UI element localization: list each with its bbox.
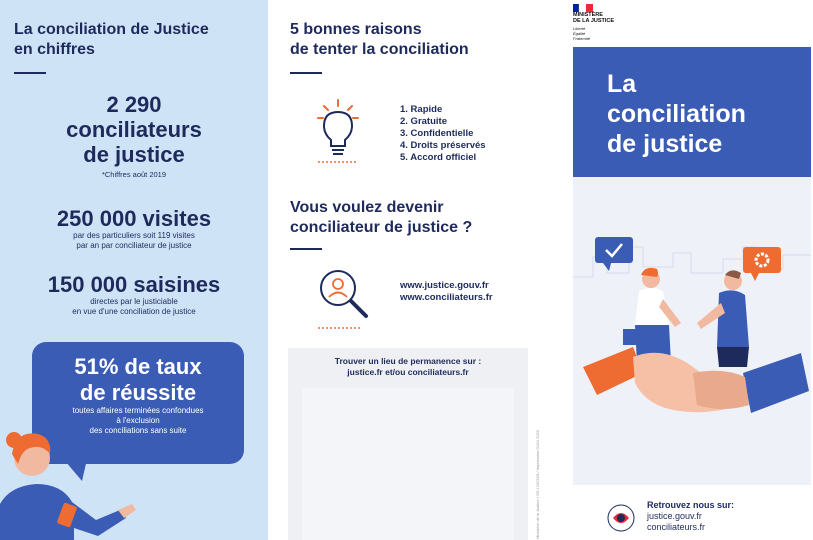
ministry-line1: MINISTÈRE — [573, 12, 603, 18]
link-conciliateurs[interactable]: www.conciliateurs.fr — [400, 292, 493, 303]
stat-saisines-big: 150 000 saisines — [47, 272, 221, 297]
stat-label-2: de justice — [83, 142, 185, 167]
handshake-illustration — [573, 177, 811, 485]
ministry-name — [573, 12, 614, 24]
link-justice[interactable]: www.justice.gouv.fr — [400, 280, 489, 291]
motto-2: Égalité — [573, 31, 586, 36]
vertical-note: Ministère de la Justice / SG / DICOM / Impression CIAN 2020 — [535, 430, 540, 539]
cover-title-line1: La — [607, 70, 637, 98]
list-item: 1. Rapide — [400, 104, 443, 115]
stat-number: 2 290 — [106, 92, 162, 117]
reasons-title-line2: de tenter la conciliation — [290, 41, 469, 58]
success-s2: à l'exclusion — [116, 416, 160, 425]
stat-visites-line2: par an par conciliateur de justice — [76, 241, 192, 250]
stat-conciliateurs — [0, 92, 268, 180]
reasons-list — [400, 104, 486, 164]
stat-visites-big: 250 000 visites — [56, 206, 212, 231]
find-location-text — [288, 356, 528, 378]
right-panel — [563, 0, 813, 540]
success-s3: des conciliations sans suite — [89, 426, 187, 435]
left-panel — [0, 0, 268, 540]
retro-link-justice[interactable]: justice.gouv.fr — [647, 511, 702, 521]
middle-panel — [270, 0, 560, 540]
become-title-line1: Vous voulez devenir — [290, 199, 444, 216]
stat-visites-line1: par des particuliers soit 119 visites — [73, 231, 195, 240]
conciliateurs-logo-icon — [607, 504, 635, 532]
reasons-title-line1: 5 bonnes raisons — [290, 21, 422, 38]
list-item: 4. Droits préservés — [400, 140, 486, 151]
lightbulb-icon — [316, 98, 360, 164]
ministry-line2: DE LA JUSTICE — [573, 18, 615, 24]
find-line2: justice.fr et/ou conciliateurs.fr — [347, 367, 469, 377]
left-title — [14, 20, 209, 60]
find-line1: Trouver un lieu de permanence sur : — [334, 356, 482, 366]
republic-motto — [573, 26, 590, 41]
cover-title-line2: conciliation — [607, 100, 746, 128]
stat-saisines-line1: directes par le justiciable — [90, 297, 178, 306]
become-title — [290, 198, 472, 238]
list-item: 3. Confidentielle — [400, 128, 474, 139]
find-location-area — [302, 388, 514, 540]
reasons-title — [290, 20, 469, 60]
motto-3: Fraternité — [573, 36, 591, 41]
magnifier-person-icon — [316, 266, 372, 332]
stat-note: *Chiffres août 2019 — [101, 170, 167, 179]
retrouvez-title: Retrouvez nous sur: — [647, 500, 735, 510]
motto-1: Liberté — [573, 26, 586, 31]
retrouvez-block — [647, 500, 734, 533]
success-s1: toutes affaires terminées confondues — [72, 406, 204, 415]
divider — [14, 72, 46, 74]
retro-link-conciliateurs[interactable]: conciliateurs.fr — [647, 522, 706, 532]
divider — [290, 248, 322, 250]
left-title-line2: en chiffres — [14, 41, 95, 58]
links — [400, 280, 493, 304]
divider — [290, 72, 322, 74]
success-line2: de réussite — [79, 380, 197, 405]
list-item: 5. Accord officiel — [400, 152, 477, 163]
become-title-line2: conciliateur de justice ? — [290, 219, 473, 236]
find-location-box — [288, 348, 528, 540]
stat-saisines-line2: en vue d'une conciliation de justice — [72, 307, 196, 316]
cover-title — [607, 69, 746, 159]
woman-illustration — [0, 424, 140, 540]
cover-title-block — [573, 47, 811, 177]
list-item: 2. Gratuite — [400, 116, 447, 127]
left-title-line1: La conciliation de Justice — [14, 21, 209, 38]
success-line1: 51% de taux — [74, 354, 202, 379]
cover-title-line3: de justice — [607, 130, 723, 158]
cover-illustration — [573, 177, 811, 485]
stat-saisines — [0, 272, 268, 317]
stat-visites — [0, 206, 268, 251]
stat-label-1: conciliateurs — [66, 117, 202, 142]
republic-logo-icon — [573, 4, 593, 12]
